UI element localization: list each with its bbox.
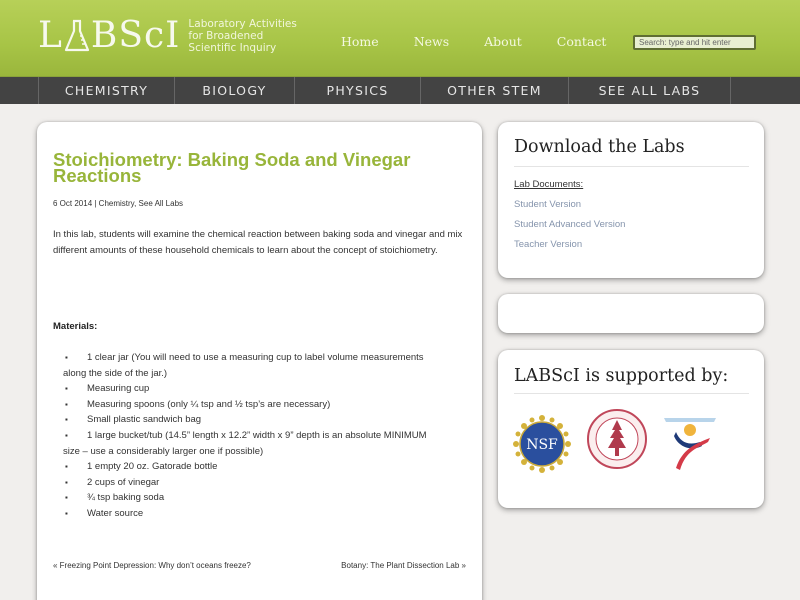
- lab-documents-label: Lab Documents:: [514, 179, 584, 190]
- list-item-text: Measuring spoons (only ¼ tsp and ½ tsp’s are necessary): [87, 398, 331, 410]
- logo-letters-bsci: BScI: [90, 15, 181, 56]
- article-card: [37, 122, 482, 600]
- logo-tagline: [188, 18, 296, 54]
- post-navigation: [53, 561, 466, 570]
- download-widget: [498, 122, 764, 278]
- divider: [514, 166, 749, 167]
- category-see-all-labs[interactable]: SEE ALL LABS: [568, 77, 730, 104]
- previous-post-link[interactable]: « Freezing Point Depression: Why don’t oceans freeze?: [53, 561, 251, 570]
- article-intro: In this lab, students will examine the chemical reaction between baking soda and vinegar and mix different amounts of these household chemicals to learn about the concept of stoichiometry.: [53, 229, 463, 256]
- tagline-line: Scientific Inquiry: [188, 42, 277, 54]
- list-item-text: 1 empty 20 oz. Gatorade bottle: [87, 461, 218, 473]
- nav-contact[interactable]: Contact: [556, 34, 607, 49]
- nav-news[interactable]: News: [413, 34, 450, 49]
- list-item-text: 1 large bucket/tub (14.5” length x 12.2” width x 9” depth is an absolute MINIMUM: [87, 429, 427, 441]
- logo-letter-l: L: [38, 15, 63, 56]
- list-item: [53, 475, 463, 491]
- list-item: [53, 350, 463, 381]
- list-item: [53, 428, 463, 459]
- article-date: 6 Oct 2014: [53, 199, 93, 208]
- materials-heading: Materials:: [53, 321, 98, 332]
- empty-widget: [498, 294, 764, 333]
- supporters-heading: LABScI is supported by:: [514, 366, 729, 386]
- list-item: [53, 397, 463, 413]
- category-chemistry[interactable]: CHEMISTRY: [38, 77, 174, 104]
- download-heading: Download the Labs: [514, 137, 685, 157]
- category-other-stem[interactable]: OTHER STEM: [420, 77, 568, 104]
- tagline-line: Laboratory Activities: [188, 18, 297, 30]
- category-physics[interactable]: PHYSICS: [294, 77, 420, 104]
- nav-home[interactable]: Home: [341, 34, 379, 49]
- list-item: [53, 412, 463, 428]
- list-item: [53, 506, 463, 522]
- tagline-line: for Broadened: [188, 30, 264, 42]
- teacher-version-link[interactable]: Teacher Version: [514, 239, 583, 250]
- logo-wordmark: [38, 15, 181, 56]
- svg-text:NSF: NSF: [526, 437, 558, 453]
- list-item-text: 1 clear jar (You will need to use a measuring cup to label volume measurements: [87, 352, 424, 363]
- list-item: [53, 381, 463, 397]
- category-biology[interactable]: BIOLOGY: [174, 77, 294, 104]
- list-item-text: Small plastic sandwich bag: [87, 414, 202, 426]
- student-version-link[interactable]: Student Version: [514, 199, 582, 210]
- category-link-chemistry[interactable]: Chemistry: [98, 199, 135, 208]
- sponsor-figure-logo-icon[interactable]: [662, 416, 720, 472]
- list-item-text: ¾ tsp baking soda: [87, 492, 165, 504]
- stanford-seal-icon[interactable]: [586, 408, 648, 470]
- nsf-logo-icon[interactable]: [512, 414, 572, 474]
- site-header: [0, 0, 800, 76]
- list-item: [53, 490, 463, 506]
- list-item-text: Measuring cup: [87, 383, 150, 395]
- list-item-text-cont: along the side of the jar.): [63, 367, 168, 379]
- meta-separator: |: [92, 199, 99, 208]
- site-logo[interactable]: [38, 16, 297, 56]
- category-link-see-all-labs[interactable]: See All Labs: [138, 199, 184, 208]
- article-meta: 6 Oct 2014 | Chemistry, See All Labs: [53, 199, 184, 208]
- materials-list: [53, 350, 463, 522]
- top-nav: [341, 34, 641, 49]
- supporters-widget: [498, 350, 764, 508]
- divider: [514, 393, 749, 394]
- list-item: [53, 459, 463, 475]
- nav-about[interactable]: About: [484, 34, 522, 49]
- article-title: Stoichiometry: Baking Soda and Vinegar Reactions: [53, 149, 411, 186]
- nav-divider: [730, 77, 731, 104]
- search-input[interactable]: Search: type and hit enter: [633, 35, 756, 50]
- student-advanced-version-link[interactable]: Student Advanced Version: [514, 219, 626, 230]
- list-item-text-cont: size – use a considerably larger one if possible): [63, 445, 264, 457]
- flask-icon: [64, 19, 90, 53]
- list-item-text: 2 cups of vinegar: [87, 476, 160, 488]
- category-nav: [0, 76, 800, 104]
- next-post-link[interactable]: Botany: The Plant Dissection Lab »: [341, 561, 466, 570]
- list-item-text: Water source: [87, 507, 144, 519]
